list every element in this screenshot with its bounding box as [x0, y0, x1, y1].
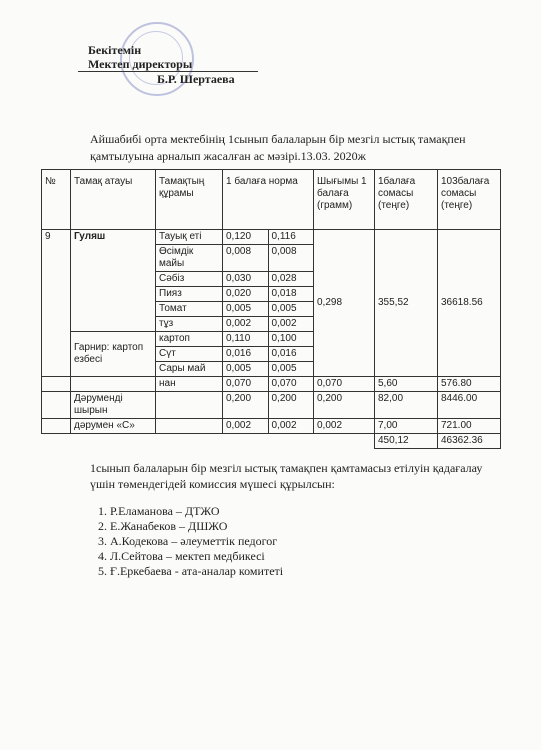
cost-1: 5,60	[375, 377, 438, 392]
cost-103: 576.80	[438, 377, 501, 392]
dish-cost-1: 355,52	[375, 230, 438, 377]
dish-cost-103: 36618.56	[438, 230, 501, 377]
col-header: 1балаға сомасы (теңге)	[375, 170, 438, 230]
menu-table	[41, 169, 501, 449]
norm-value: 0,005	[268, 302, 314, 317]
col-header: 103балаға сомасы (теңге)	[438, 170, 501, 230]
norm-value: 0,008	[268, 245, 314, 272]
table-row	[42, 230, 501, 245]
ingredient: Тауық еті	[156, 230, 223, 245]
ingredient: картоп	[156, 332, 223, 347]
norm-value: 0,200	[223, 392, 269, 419]
col-header: №	[42, 170, 71, 230]
total-row	[42, 434, 501, 449]
norm-value: 0,002	[223, 317, 269, 332]
ingredient: нан	[156, 377, 223, 392]
norm-value: 0,005	[223, 362, 269, 377]
norm-value: 0,005	[223, 302, 269, 317]
norm-value: 0,016	[223, 347, 269, 362]
commission-list	[90, 504, 283, 579]
item-name: Дәрумендi шырын	[71, 392, 156, 419]
cost-103: 8446.00	[438, 392, 501, 419]
norm-value: 0,008	[223, 245, 269, 272]
norm-value: 0,070	[223, 377, 269, 392]
ingredient: тұз	[156, 317, 223, 332]
norm-value: 0,002	[268, 419, 314, 434]
table-header-row	[42, 170, 501, 230]
total-cost-103: 46362.36	[438, 434, 501, 449]
ingredient: Сары май	[156, 362, 223, 377]
norm-value: 0,002	[268, 317, 314, 332]
list-item: 5. Ғ.Еркебаева - ата-аналар комитеті	[110, 564, 283, 579]
approval-line-1: Бекітемін	[88, 43, 142, 57]
table-row	[42, 377, 501, 392]
table-row	[42, 419, 501, 434]
approval-line-2: Мектеп директоры	[88, 57, 193, 71]
norm-value: 0,028	[268, 272, 314, 287]
list-item: 4. Л.Сейтова – мектеп медбикесі	[110, 549, 283, 564]
director-name: Б.Р. Шертаева	[157, 72, 235, 86]
norm-value: 0,070	[268, 377, 314, 392]
ingredient: Сәбіз	[156, 272, 223, 287]
garnish-name: Гарнир: картоп езбесі	[71, 332, 156, 377]
ingredient: Өсімдік майы	[156, 245, 223, 272]
table-row	[42, 392, 501, 419]
norm-value: 0,120	[223, 230, 269, 245]
output-value: 0,002	[314, 419, 375, 434]
document-title: Айшабибі орта мектебінің 1сынып балаларын бір мезгіл ыстық тамақпен қамтылуына арналып жасалған ас мәзірі.13.03. 2020ж	[90, 132, 466, 163]
total-cost-1: 450,12	[375, 434, 438, 449]
col-header: Тамақтың құрамы	[156, 170, 223, 230]
col-header: Шығымы 1 балаға (грамм)	[314, 170, 375, 230]
list-item: 2. Е.Жанабеков – ДШЖО	[110, 519, 283, 534]
norm-value: 0,018	[268, 287, 314, 302]
approval-block	[88, 43, 258, 86]
cost-103: 721.00	[438, 419, 501, 434]
norm-value: 0,030	[223, 272, 269, 287]
norm-value: 0,016	[268, 347, 314, 362]
item-name: дәрумен «С»	[71, 419, 156, 434]
output-value: 0,070	[314, 377, 375, 392]
dish-name: Гуляш	[71, 230, 156, 332]
norm-value: 0,002	[223, 419, 269, 434]
list-item: 3. А.Кодекова – әлеуметтік педогог	[110, 534, 283, 549]
cost-1: 7,00	[375, 419, 438, 434]
norm-value: 0,020	[223, 287, 269, 302]
cost-1: 82,00	[375, 392, 438, 419]
dish-number: 9	[42, 230, 71, 377]
col-header: Тамақ атауы	[71, 170, 156, 230]
norm-value: 0,005	[268, 362, 314, 377]
ingredient: Томат	[156, 302, 223, 317]
norm-value: 0,110	[223, 332, 269, 347]
output-value: 0,200	[314, 392, 375, 419]
norm-value: 0,116	[268, 230, 314, 245]
col-header: 1 балаға норма	[223, 170, 314, 230]
commission-note: 1сынып балаларын бір мезгіл ыстық тамақпен қамтамасыз етілуін қадағалау үшін төмендегідей комиссия мүшесі құрылсын:	[90, 461, 483, 491]
norm-value: 0,200	[268, 392, 314, 419]
dish-output: 0,298	[314, 230, 375, 377]
list-item: 1. Р.Еламанова – ДТЖО	[110, 504, 283, 519]
norm-value: 0,100	[268, 332, 314, 347]
ingredient: Сүт	[156, 347, 223, 362]
ingredient: Пияз	[156, 287, 223, 302]
